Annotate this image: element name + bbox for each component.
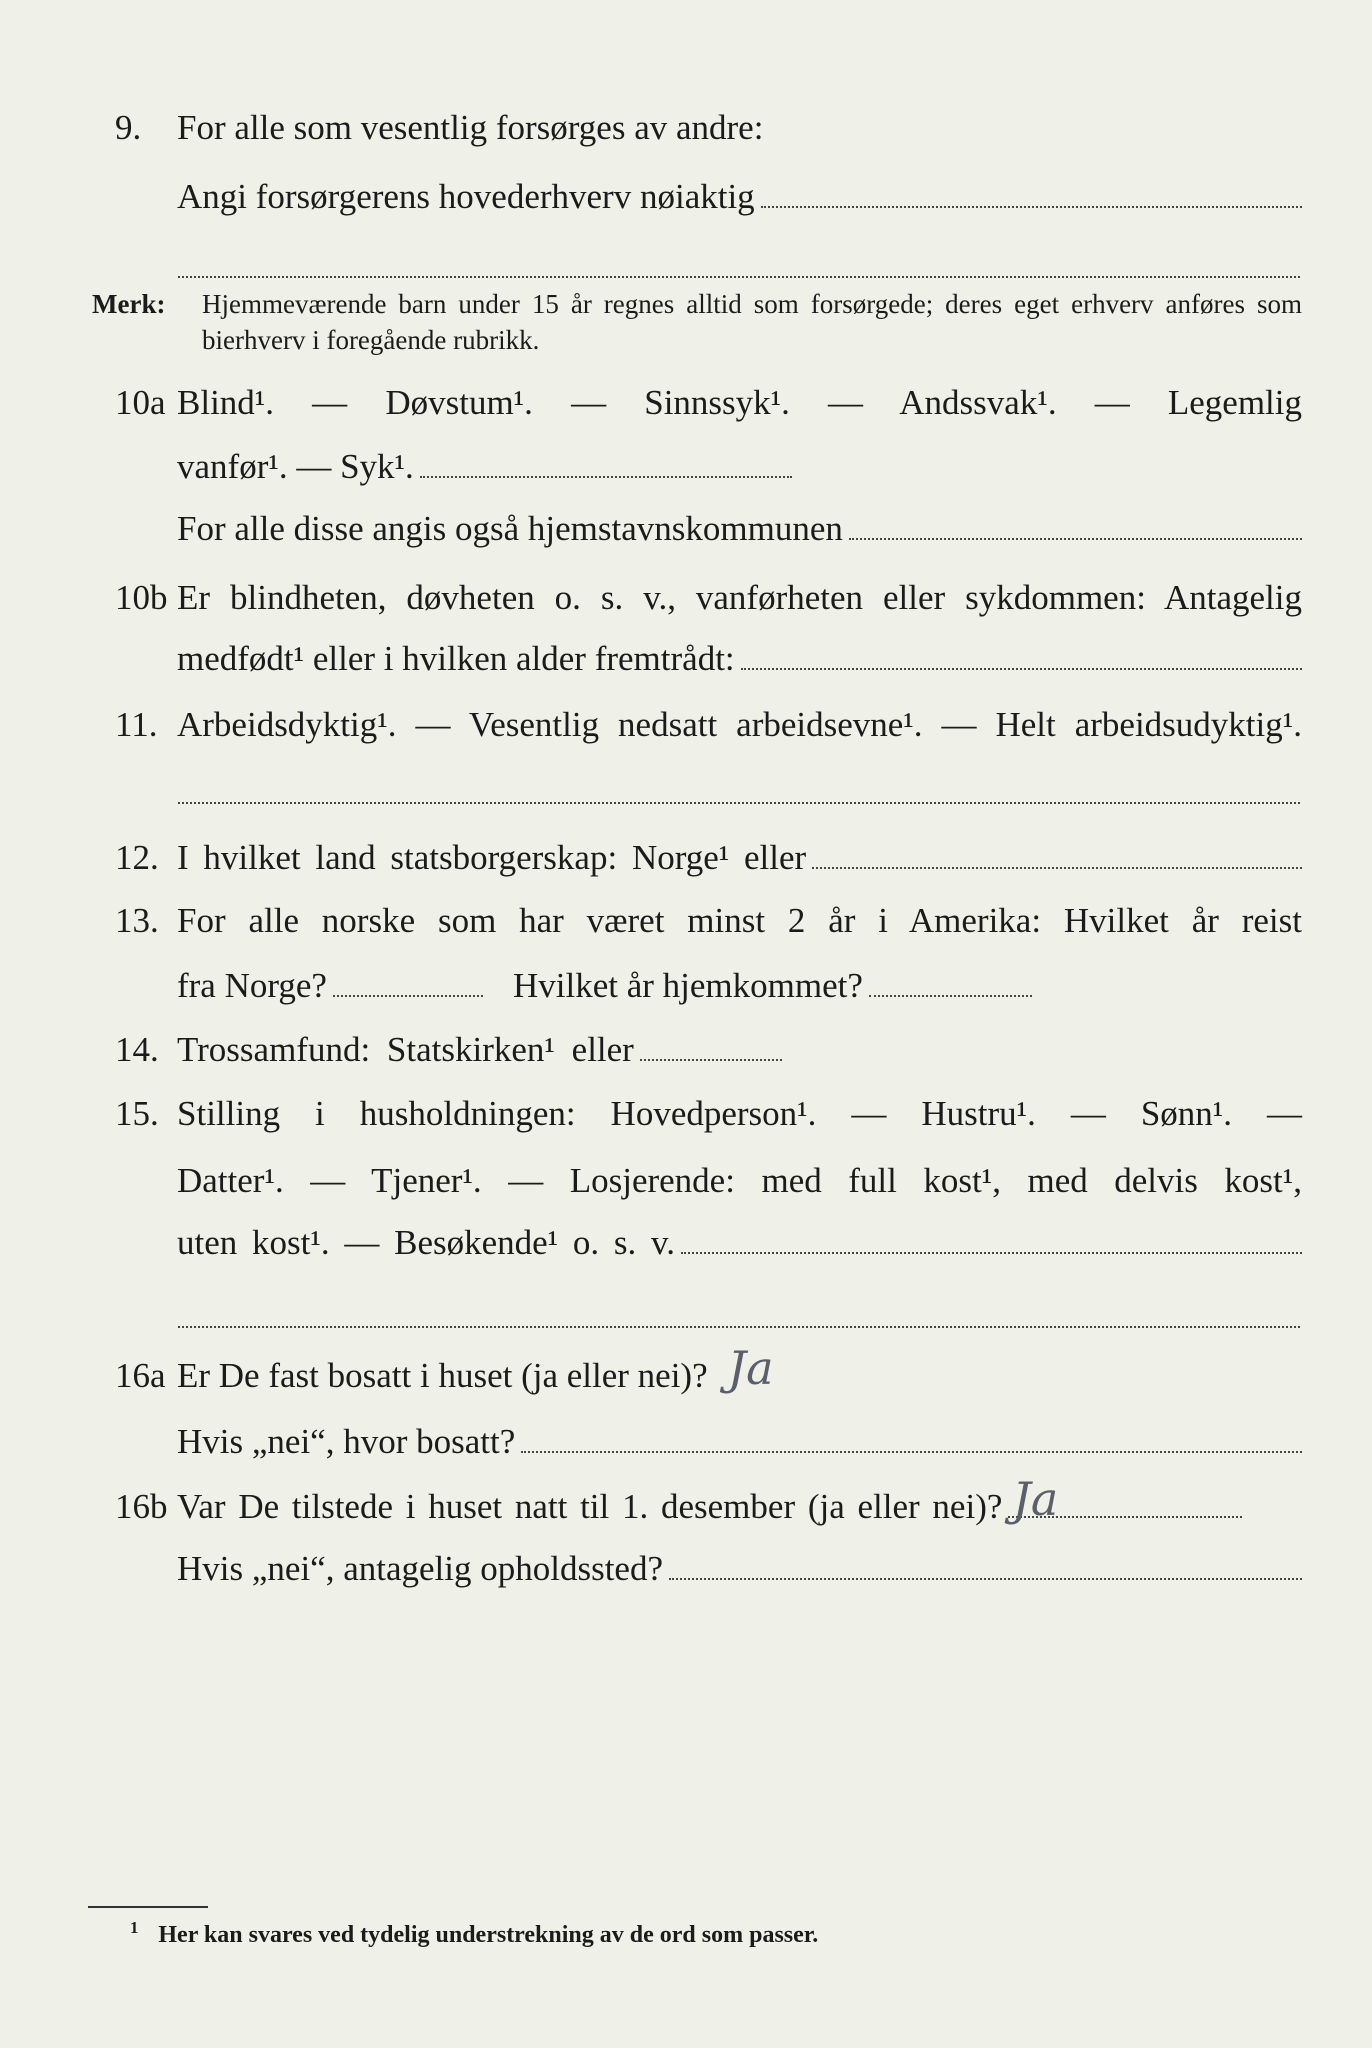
footnote-rule	[88, 1906, 208, 1908]
q10b-answer-field[interactable]	[741, 668, 1302, 670]
q13-line-1	[115, 899, 1302, 943]
q12-text-1: I hvilket land statsborgerskap: Norge¹ eller	[177, 838, 807, 877]
q10b-line-1	[115, 576, 1302, 620]
q10a-text-2: vanfør¹. — Syk¹.	[177, 447, 414, 486]
q9-number: 9.	[115, 108, 142, 147]
q15-text-3: uten kost¹. — Besøkende¹ o. s. v.	[177, 1223, 676, 1262]
q12-line-1	[115, 836, 1302, 880]
q13-text-1: For alle norske som har været minst 2 år i Amerika: Hvilket år reist	[177, 901, 1302, 940]
q16b-text-2: Hvis „nei“, antagelig opholdssted?	[177, 1549, 663, 1588]
q16a-answer-field[interactable]	[714, 1341, 992, 1395]
q10b-text-2: medfødt¹ eller i hvilken alder fremtrådt:	[177, 639, 735, 678]
q13-reist-field[interactable]	[333, 995, 483, 997]
q10a-text-1: Blind¹. — Døvstum¹. — Sinnssyk¹. — Andssvak¹. — Legemlig	[177, 383, 1302, 422]
merk-text: Hjemmeværende barn under 15 år regnes alltid som forsørgede; deres eget erhverv anføres som bierhverv i foregående rubrikk.	[202, 289, 1302, 355]
q16b-opholdssted-field[interactable]	[669, 1578, 1302, 1580]
q10a-line-3	[177, 507, 1302, 551]
q16a-number: 16a	[115, 1356, 166, 1395]
q16b-answer-field[interactable]	[1008, 1472, 1242, 1526]
q9-text-2: Angi forsørgerens hovederhverv nøiaktig	[177, 177, 755, 216]
footnote-mark: 1	[130, 1918, 139, 1937]
q16b-line-2	[177, 1547, 1302, 1591]
q10a-line-2	[177, 445, 792, 489]
q16a-bosatt-field[interactable]	[521, 1451, 1302, 1453]
q10b-number: 10b	[115, 578, 168, 617]
merk-label: Merk:	[92, 289, 166, 319]
q14-text-1: Trossamfund: Statskirken¹ eller	[177, 1030, 634, 1069]
footnote	[130, 1920, 818, 1950]
q10a-number: 10a	[115, 383, 166, 422]
q16b-number: 16b	[115, 1487, 168, 1526]
q16a-line-1	[115, 1341, 992, 1398]
q14-answer-field[interactable]	[640, 1059, 782, 1061]
q10b-text-1: Er blindheten, døvheten o. s. v., vanførheten eller sykdommen: Antagelig	[177, 578, 1302, 617]
q15-text-1: Stilling i husholdningen: Hovedperson¹. — Hustru¹. — Sønn¹. —	[177, 1094, 1302, 1133]
q15-number: 15.	[115, 1094, 159, 1133]
merk-note	[92, 286, 1302, 358]
q9-answer-field[interactable]	[761, 206, 1302, 208]
q11-text-1: Arbeidsdyktig¹. — Vesentlig nedsatt arbeidsevne¹. — Helt arbeidsudyktig¹.	[177, 705, 1302, 744]
q15-answer-field[interactable]	[681, 1252, 1302, 1254]
q13-text-2a: fra Norge?	[177, 966, 327, 1005]
q12-answer-field[interactable]	[812, 867, 1302, 869]
q14-line-1	[115, 1028, 782, 1072]
q11-line-1	[115, 703, 1302, 747]
q9-text-1: For alle som vesentlig forsørges av andre:	[177, 108, 764, 147]
q13-number: 13.	[115, 901, 159, 940]
q16b-text-1: Var De tilstede i huset natt til 1. desember (ja eller nei)?	[177, 1487, 1003, 1526]
q13-text-2b: Hvilket år hjemkommet?	[512, 966, 863, 1005]
q11-number: 11.	[115, 705, 158, 744]
q15-line-1	[115, 1092, 1302, 1136]
q15-extra-answer-line[interactable]	[178, 1326, 1300, 1328]
q10a-text-3: For alle disse angis også hjemstavnskommunen	[177, 509, 843, 548]
footnote-text: Her kan svares ved tydelig understrekning av de ord som passer.	[158, 1922, 819, 1948]
q16a-text-2: Hvis „nei“, hvor bosatt?	[177, 1422, 516, 1461]
q16b-line-1	[115, 1472, 1242, 1529]
q12-number: 12.	[115, 838, 159, 877]
q9-line-1	[115, 106, 1302, 150]
q10a-line-1	[115, 381, 1302, 425]
q9-line-2	[177, 175, 1302, 219]
q13-line-2	[177, 964, 1032, 1008]
q13-hjemkommet-field[interactable]	[869, 995, 1032, 997]
q10a-hjemstavn-field[interactable]	[849, 538, 1302, 540]
q16b-handwritten-answer: Ja	[1012, 1472, 1059, 1526]
q16a-line-2	[177, 1420, 1302, 1464]
q10a-syk-field[interactable]	[420, 476, 792, 478]
q10b-line-2	[177, 637, 1302, 681]
q15-line-3	[177, 1221, 1302, 1265]
q15-text-2: Datter¹. — Tjener¹. — Losjerende: med full kost¹, med delvis kost¹,	[177, 1161, 1302, 1200]
q15-line-2	[177, 1159, 1302, 1203]
q11-answer-line[interactable]	[178, 802, 1300, 804]
q9-extra-answer-line[interactable]	[178, 276, 1300, 278]
q14-number: 14.	[115, 1030, 159, 1069]
q16a-handwritten-answer: Ja	[727, 1341, 774, 1395]
q16a-text-1: Er De fast bosatt i huset (ja eller nei)?	[177, 1356, 708, 1395]
